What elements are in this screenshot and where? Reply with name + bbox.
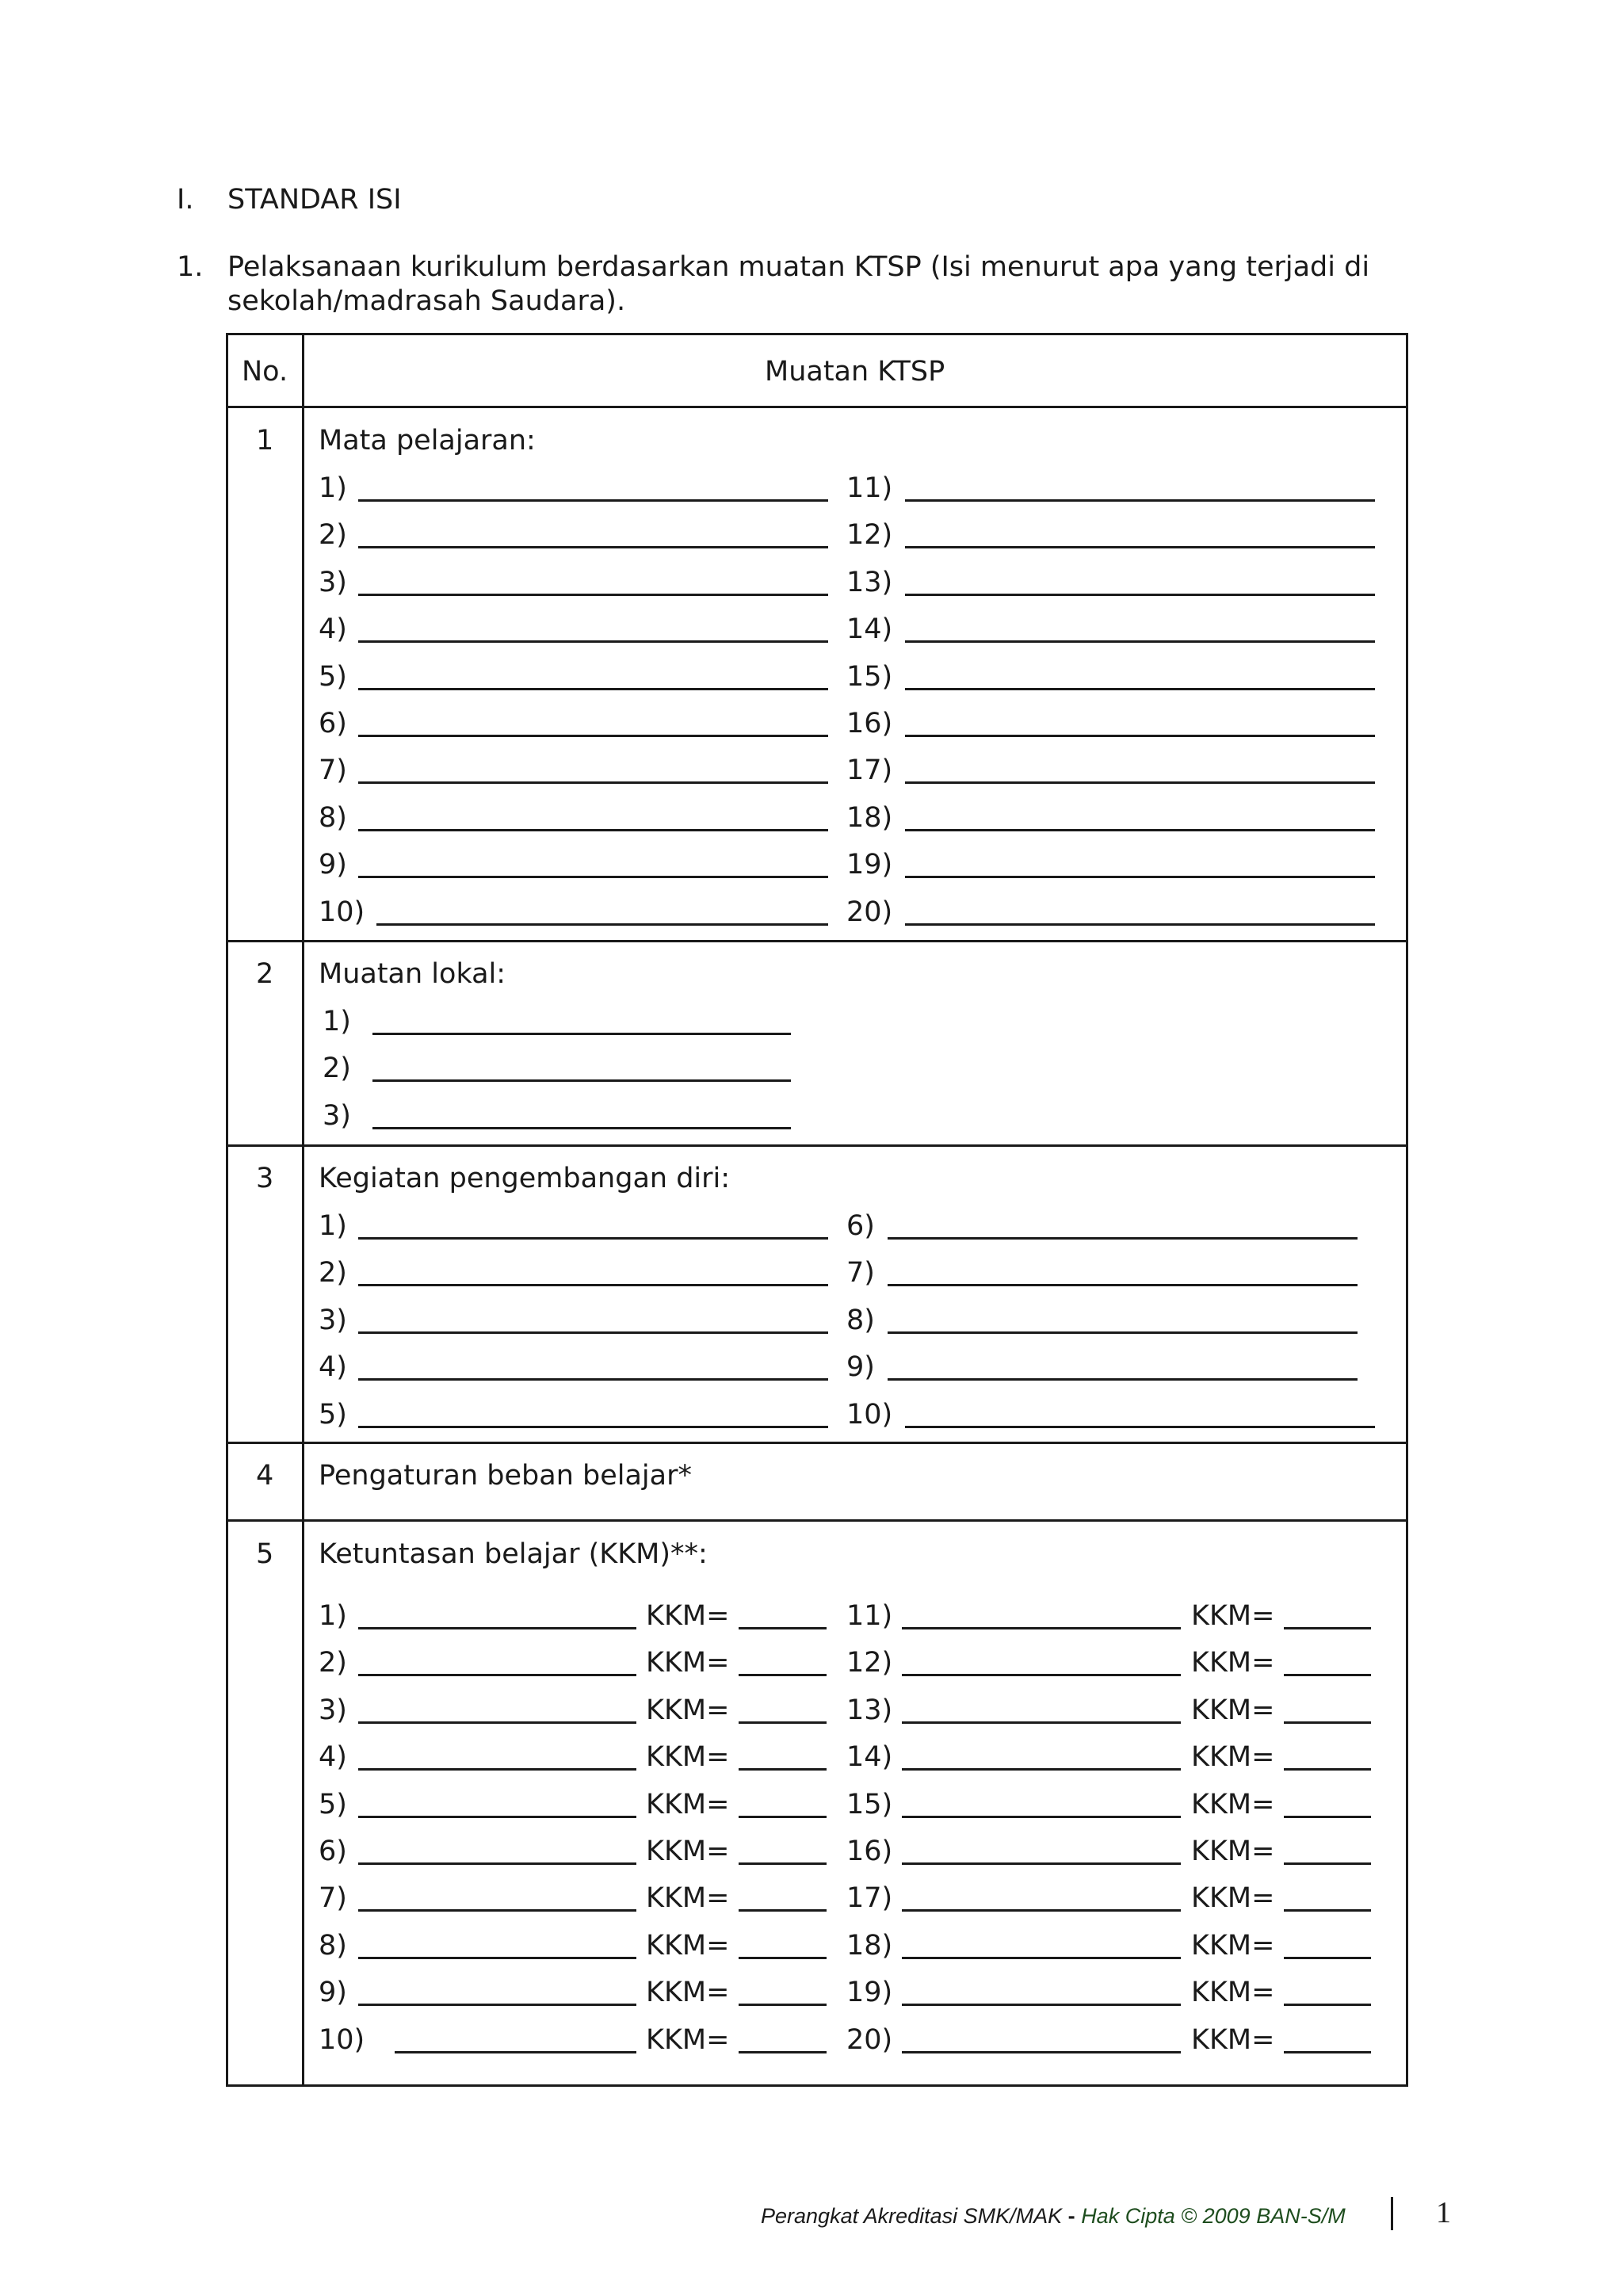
subject-field[interactable] <box>358 688 828 690</box>
item-number: 8) <box>319 1929 347 1962</box>
subject-field[interactable] <box>358 829 828 831</box>
subject-field[interactable] <box>905 640 1375 643</box>
subject-field[interactable] <box>358 1627 636 1629</box>
kkm-value-field[interactable] <box>1284 1957 1371 1959</box>
kkm-label: KKM= <box>1191 1647 1275 1679</box>
kkm-value-field[interactable] <box>1284 1721 1371 1724</box>
item-number: 10) <box>319 896 365 928</box>
item-number: 12) <box>846 519 893 552</box>
item-number: 15) <box>846 1788 893 1820</box>
subject-field[interactable] <box>902 1627 1181 1629</box>
item-number: 3) <box>319 1304 347 1336</box>
subject-field[interactable] <box>358 781 828 784</box>
kkm-label: KKM= <box>1191 1694 1275 1726</box>
footer-separator: - <box>1067 2204 1075 2228</box>
item-number: 9) <box>319 1977 347 2009</box>
kkm-label: KKM= <box>646 1694 730 1726</box>
local-content-field[interactable] <box>372 1079 791 1082</box>
footer-text <box>761 2206 1346 2227</box>
item-number: 6) <box>846 1210 875 1242</box>
subject-field[interactable] <box>358 2004 636 2006</box>
item-number: 6) <box>319 1836 347 1867</box>
subject-field[interactable] <box>902 1957 1181 1959</box>
footer-divider <box>1391 2197 1393 2230</box>
kkm-label: KKM= <box>646 1647 730 1679</box>
kkm-value-field[interactable] <box>1284 1768 1371 1771</box>
item-number: 4) <box>319 613 347 646</box>
kkm-value-field[interactable] <box>739 1627 827 1629</box>
item-number: 4) <box>319 1741 347 1774</box>
item-number: 7) <box>846 1257 875 1289</box>
subject-field[interactable] <box>358 499 828 502</box>
subject-field[interactable] <box>358 640 828 643</box>
item-number: 13) <box>846 1694 893 1726</box>
kkm-label: KKM= <box>646 1929 730 1962</box>
kkm-label: KKM= <box>1191 1788 1275 1820</box>
item-number: 8) <box>846 1304 875 1336</box>
subject-field[interactable] <box>358 1909 636 1912</box>
question-text-line1: Pelaksanaan kurikulum berdasarkan muatan KTSP (Isi menurut apa yang terjadi di <box>227 251 1370 283</box>
subject-field[interactable] <box>358 876 828 878</box>
subject-field[interactable] <box>358 1957 636 1959</box>
kkm-value-field[interactable] <box>1284 1862 1371 1865</box>
kkm-value-field[interactable] <box>1284 1674 1371 1676</box>
subject-field[interactable] <box>905 876 1375 878</box>
item-number: 8) <box>319 801 347 834</box>
row-title-ketuntasan-belajar: Ketuntasan belajar (KKM)**: <box>319 1538 708 1570</box>
item-number: 2) <box>323 1052 351 1085</box>
item-number: 12) <box>846 1647 893 1679</box>
question-text-line2: sekolah/madrasah Saudara). <box>227 285 626 317</box>
row-number: 5 <box>256 1538 274 1570</box>
row-number: 1 <box>256 425 274 457</box>
activity-field[interactable] <box>888 1331 1358 1334</box>
kkm-label: KKM= <box>1191 2023 1275 2056</box>
kkm-label: KKM= <box>646 1788 730 1820</box>
activity-field[interactable] <box>888 1284 1358 1286</box>
subject-field[interactable] <box>902 1909 1181 1912</box>
item-number: 16) <box>846 708 893 739</box>
kkm-label: KKM= <box>646 1882 730 1915</box>
kkm-value-field[interactable] <box>739 1909 827 1912</box>
row-number: 3 <box>256 1163 274 1194</box>
ktsp-table <box>226 333 1408 2087</box>
item-number: 7) <box>319 1882 347 1915</box>
local-content-field[interactable] <box>372 1033 791 1035</box>
item-number: 9) <box>319 849 347 881</box>
subject-field[interactable] <box>358 594 828 596</box>
item-number: 5) <box>319 660 347 693</box>
row-number: 4 <box>256 1460 274 1492</box>
kkm-value-field[interactable] <box>739 1957 827 1959</box>
subject-field[interactable] <box>905 735 1375 737</box>
item-number: 20) <box>846 2023 893 2056</box>
kkm-value-field[interactable] <box>1284 1627 1371 1629</box>
kkm-label: KKM= <box>646 1977 730 2009</box>
item-number: 2) <box>319 1257 347 1289</box>
kkm-label: KKM= <box>1191 1741 1275 1774</box>
item-number: 16) <box>846 1836 893 1867</box>
row-title-mata-pelajaran: Mata pelajaran: <box>319 425 536 457</box>
item-number: 15) <box>846 660 893 693</box>
subject-field[interactable] <box>902 2051 1181 2053</box>
table-header-divider <box>226 406 1408 408</box>
subject-field[interactable] <box>358 1862 636 1865</box>
activity-field[interactable] <box>358 1331 828 1334</box>
footer-org: Perangkat Akreditasi SMK/MAK <box>761 2204 1063 2228</box>
kkm-value-field[interactable] <box>739 1816 827 1818</box>
item-number: 2) <box>319 1647 347 1679</box>
item-number: 1) <box>319 1210 347 1242</box>
subject-field[interactable] <box>905 781 1375 784</box>
subject-field[interactable] <box>902 1862 1181 1865</box>
item-number: 11) <box>846 1600 893 1632</box>
item-number: 5) <box>319 1788 347 1820</box>
item-number: 9) <box>846 1351 875 1384</box>
item-number: 3) <box>319 566 347 598</box>
activity-field[interactable] <box>358 1284 828 1286</box>
subject-field[interactable] <box>358 1721 636 1724</box>
subject-field[interactable] <box>905 688 1375 690</box>
activity-field[interactable] <box>358 1237 828 1240</box>
kkm-value-field[interactable] <box>1284 1816 1371 1818</box>
subject-field[interactable] <box>905 923 1375 926</box>
item-number: 1) <box>319 472 347 504</box>
item-number: 3) <box>319 1694 347 1726</box>
kkm-value-field[interactable] <box>1284 2004 1371 2006</box>
item-number: 1) <box>319 1600 347 1632</box>
activity-field[interactable] <box>905 1426 1375 1428</box>
item-number: 13) <box>846 566 893 598</box>
subject-field[interactable] <box>395 2051 636 2053</box>
activity-field[interactable] <box>888 1378 1358 1381</box>
kkm-value-field[interactable] <box>739 1862 827 1865</box>
subject-field[interactable] <box>905 829 1375 831</box>
item-number: 14) <box>846 613 893 646</box>
subject-field[interactable] <box>902 1768 1181 1771</box>
item-number: 20) <box>846 896 893 928</box>
item-number: 14) <box>846 1741 893 1774</box>
item-number: 10) <box>319 2023 365 2056</box>
kkm-value-field[interactable] <box>739 1721 827 1724</box>
kkm-label: KKM= <box>646 1741 730 1774</box>
kkm-label: KKM= <box>1191 1882 1275 1915</box>
subject-field[interactable] <box>358 1674 636 1676</box>
table-row-divider <box>226 940 1408 942</box>
kkm-label: KKM= <box>1191 1929 1275 1962</box>
table-column-divider <box>302 333 304 2087</box>
footer-copyright: Hak Cipta © 2009 BAN-S/M <box>1081 2204 1346 2228</box>
item-number: 18) <box>846 1929 893 1962</box>
item-number: 1) <box>323 1006 351 1037</box>
activity-field[interactable] <box>358 1426 828 1428</box>
table-row-divider <box>226 1442 1408 1444</box>
row-number: 2 <box>256 958 274 990</box>
local-content-field[interactable] <box>372 1127 791 1129</box>
item-number: 11) <box>846 472 893 504</box>
kkm-label: KKM= <box>1191 1977 1275 2009</box>
item-number: 17) <box>846 755 893 787</box>
kkm-value-field[interactable] <box>739 1768 827 1771</box>
page-number: 1 <box>1436 2196 1451 2229</box>
item-number: 19) <box>846 849 893 881</box>
kkm-label: KKM= <box>1191 1836 1275 1867</box>
item-number: 7) <box>319 755 347 787</box>
item-number: 19) <box>846 1977 893 2009</box>
kkm-label: KKM= <box>646 1600 730 1632</box>
subject-field[interactable] <box>358 1816 636 1818</box>
subject-field[interactable] <box>902 1674 1181 1676</box>
subject-field[interactable] <box>358 546 828 548</box>
subject-field[interactable] <box>358 1768 636 1771</box>
subject-field[interactable] <box>358 735 828 737</box>
question-number: 1. <box>177 251 204 283</box>
kkm-label: KKM= <box>1191 1600 1275 1632</box>
item-number: 4) <box>319 1351 347 1384</box>
section-title: STANDAR ISI <box>227 184 402 216</box>
table-header-no: No. <box>242 356 288 388</box>
subject-field[interactable] <box>902 1721 1181 1724</box>
item-number: 18) <box>846 801 893 834</box>
table-row-divider <box>226 1144 1408 1147</box>
activity-field[interactable] <box>888 1237 1358 1240</box>
kkm-value-field[interactable] <box>1284 1909 1371 1912</box>
subject-field[interactable] <box>376 923 828 926</box>
subject-field[interactable] <box>905 499 1375 502</box>
subject-field[interactable] <box>905 546 1375 548</box>
item-number: 17) <box>846 1882 893 1915</box>
kkm-value-field[interactable] <box>739 2004 827 2006</box>
kkm-value-field[interactable] <box>739 2051 827 2053</box>
item-number: 10) <box>846 1398 893 1431</box>
activity-field[interactable] <box>358 1378 828 1381</box>
item-number: 2) <box>319 519 347 552</box>
subject-field[interactable] <box>902 2004 1181 2006</box>
subject-field[interactable] <box>902 1816 1181 1818</box>
kkm-label: KKM= <box>646 1836 730 1867</box>
item-number: 6) <box>319 708 347 739</box>
table-row-divider <box>226 1519 1408 1522</box>
kkm-value-field[interactable] <box>739 1674 827 1676</box>
item-number: 3) <box>323 1099 351 1132</box>
row-title-muatan-lokal: Muatan lokal: <box>319 958 506 990</box>
row-title-beban-belajar: Pengaturan beban belajar* <box>319 1460 692 1492</box>
kkm-label: KKM= <box>646 2023 730 2056</box>
row-title-pengembangan-diri: Kegiatan pengembangan diri: <box>319 1163 731 1194</box>
section-roman-numeral: I. <box>177 184 194 216</box>
item-number: 5) <box>319 1398 347 1431</box>
subject-field[interactable] <box>905 594 1375 596</box>
table-header-content: Muatan KTSP <box>765 356 945 388</box>
kkm-value-field[interactable] <box>1284 2051 1371 2053</box>
